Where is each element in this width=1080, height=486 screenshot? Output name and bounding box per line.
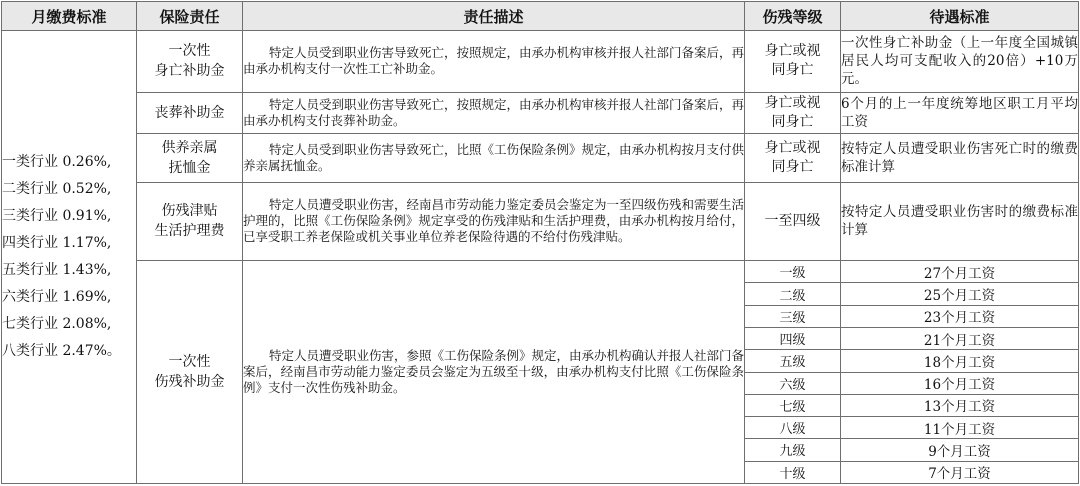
disability-grade-cell: 七级 — [745, 394, 841, 416]
description-cell: 特定人员受到职业伤害导致死亡，按照规定，由承办机构审核并报人社部门备案后，再由承办机构支付丧葬补助金。 — [243, 92, 745, 133]
disability-grade-cell: 一级 — [745, 261, 841, 283]
benefit-standard-cell: 9个月工资 — [841, 439, 1079, 461]
rate-industry-2: 二类行业 0.52%, — [2, 181, 112, 197]
rate-industry-5: 五类行业 1.43%, — [2, 262, 112, 278]
header-description: 责任描述 — [243, 2, 745, 31]
disability-grade-cell: 一至四级 — [745, 182, 841, 261]
description-cell: 特定人员受到职业伤害导致死亡，比照《工伤保险条例》规定，由承办机构按月支付供养亲属抚恤金。 — [243, 133, 745, 182]
benefit-standard-cell: 18个月工资 — [841, 350, 1079, 372]
disability-grade-cell: 五级 — [745, 350, 841, 372]
responsibility-cell: 一次性 伤残补助金 — [137, 261, 243, 484]
disability-grade-cell: 六级 — [745, 372, 841, 394]
header-monthly-fee: 月缴费标准 — [2, 2, 137, 31]
benefit-standard-cell: 6个月的上一年度统筹地区职工月平均工资 — [841, 92, 1079, 133]
description-cell: 特定人员遭受职业伤害，参照《工伤保险条例》规定，由承办机构确认并报人社部门备案后，经南昌市劳动能力鉴定委员会鉴定为五级至十级，由承办机构支付比照《工伤保险条例》支付一次性伤残补助金。 — [243, 261, 745, 484]
header-responsibility: 保险责任 — [137, 2, 243, 31]
benefit-standard-cell: 27个月工资 — [841, 261, 1079, 283]
table-row — [2, 31, 1079, 93]
benefit-standard-cell: 21个月工资 — [841, 327, 1079, 349]
table-row — [2, 133, 1079, 182]
table-row — [2, 92, 1079, 133]
disability-grade-cell: 三级 — [745, 305, 841, 327]
disability-grade-cell: 四级 — [745, 327, 841, 349]
benefit-standard-cell: 一次性身亡补助金（上一年度全国城镇居民人均可支配收入的20倍）+10万元。 — [841, 31, 1079, 93]
header-disability-grade: 伤残等级 — [745, 2, 841, 31]
rate-industry-6: 六类行业 1.69%, — [2, 289, 112, 305]
disability-grade-cell: 身亡或视 同身亡 — [745, 133, 841, 182]
table-row — [2, 182, 1079, 261]
disability-grade-cell: 九级 — [745, 439, 841, 461]
responsibility-cell: 供养亲属 抚恤金 — [137, 133, 243, 182]
disability-grade-cell: 八级 — [745, 417, 841, 439]
benefit-standard-cell: 13个月工资 — [841, 394, 1079, 416]
disability-grade-cell: 十级 — [745, 461, 841, 483]
insurance-benefits-table — [1, 1, 1079, 484]
rate-industry-8: 八类行业 2.47%。 — [2, 343, 121, 359]
rate-industry-1: 一类行业 0.26%, — [2, 154, 112, 170]
disability-grade-cell: 身亡或视 同身亡 — [745, 31, 841, 93]
disability-grade-cell: 身亡或视 同身亡 — [745, 92, 841, 133]
benefit-standard-cell: 23个月工资 — [841, 305, 1079, 327]
description-cell: 特定人员遭受职业伤害，经南昌市劳动能力鉴定委员会鉴定为一至四级伤残和需要生活护理的，比照《工伤保险条例》规定享受的伤残津贴和生活护理费，由承办机构按月给付，已享受职工养老保险或机关事业单位养老保险待遇的不给付伤残津贴。 — [243, 182, 745, 261]
header-benefit-standard: 待遇标准 — [841, 2, 1079, 31]
benefit-standard-cell: 按特定人员遭受职业伤害时的缴费标准计算 — [841, 182, 1079, 261]
header-row — [2, 2, 1079, 31]
benefit-standard-cell: 11个月工资 — [841, 417, 1079, 439]
responsibility-cell: 丧葬补助金 — [137, 92, 243, 133]
table-row — [2, 261, 1079, 283]
responsibility-cell: 一次性 身亡补助金 — [137, 31, 243, 93]
rate-industry-7: 七类行业 2.08%, — [2, 316, 112, 332]
benefit-standard-cell: 16个月工资 — [841, 372, 1079, 394]
responsibility-cell: 伤残津贴 生活护理费 — [137, 182, 243, 261]
benefit-standard-cell: 按特定人员遭受职业伤害死亡时的缴费标准计算 — [841, 133, 1079, 182]
benefit-standard-cell: 25个月工资 — [841, 283, 1079, 305]
monthly-fee-rates-cell — [2, 31, 137, 484]
rate-industry-4: 四类行业 1.17%, — [2, 235, 112, 251]
rate-industry-3: 三类行业 0.91%, — [2, 208, 112, 224]
benefit-standard-cell: 7个月工资 — [841, 461, 1079, 483]
disability-grade-cell: 二级 — [745, 283, 841, 305]
description-cell: 特定人员受到职业伤害导致死亡，按照规定，由承办机构审核并报人社部门备案后，再由承办机构支付一次性工亡补助金。 — [243, 31, 745, 93]
